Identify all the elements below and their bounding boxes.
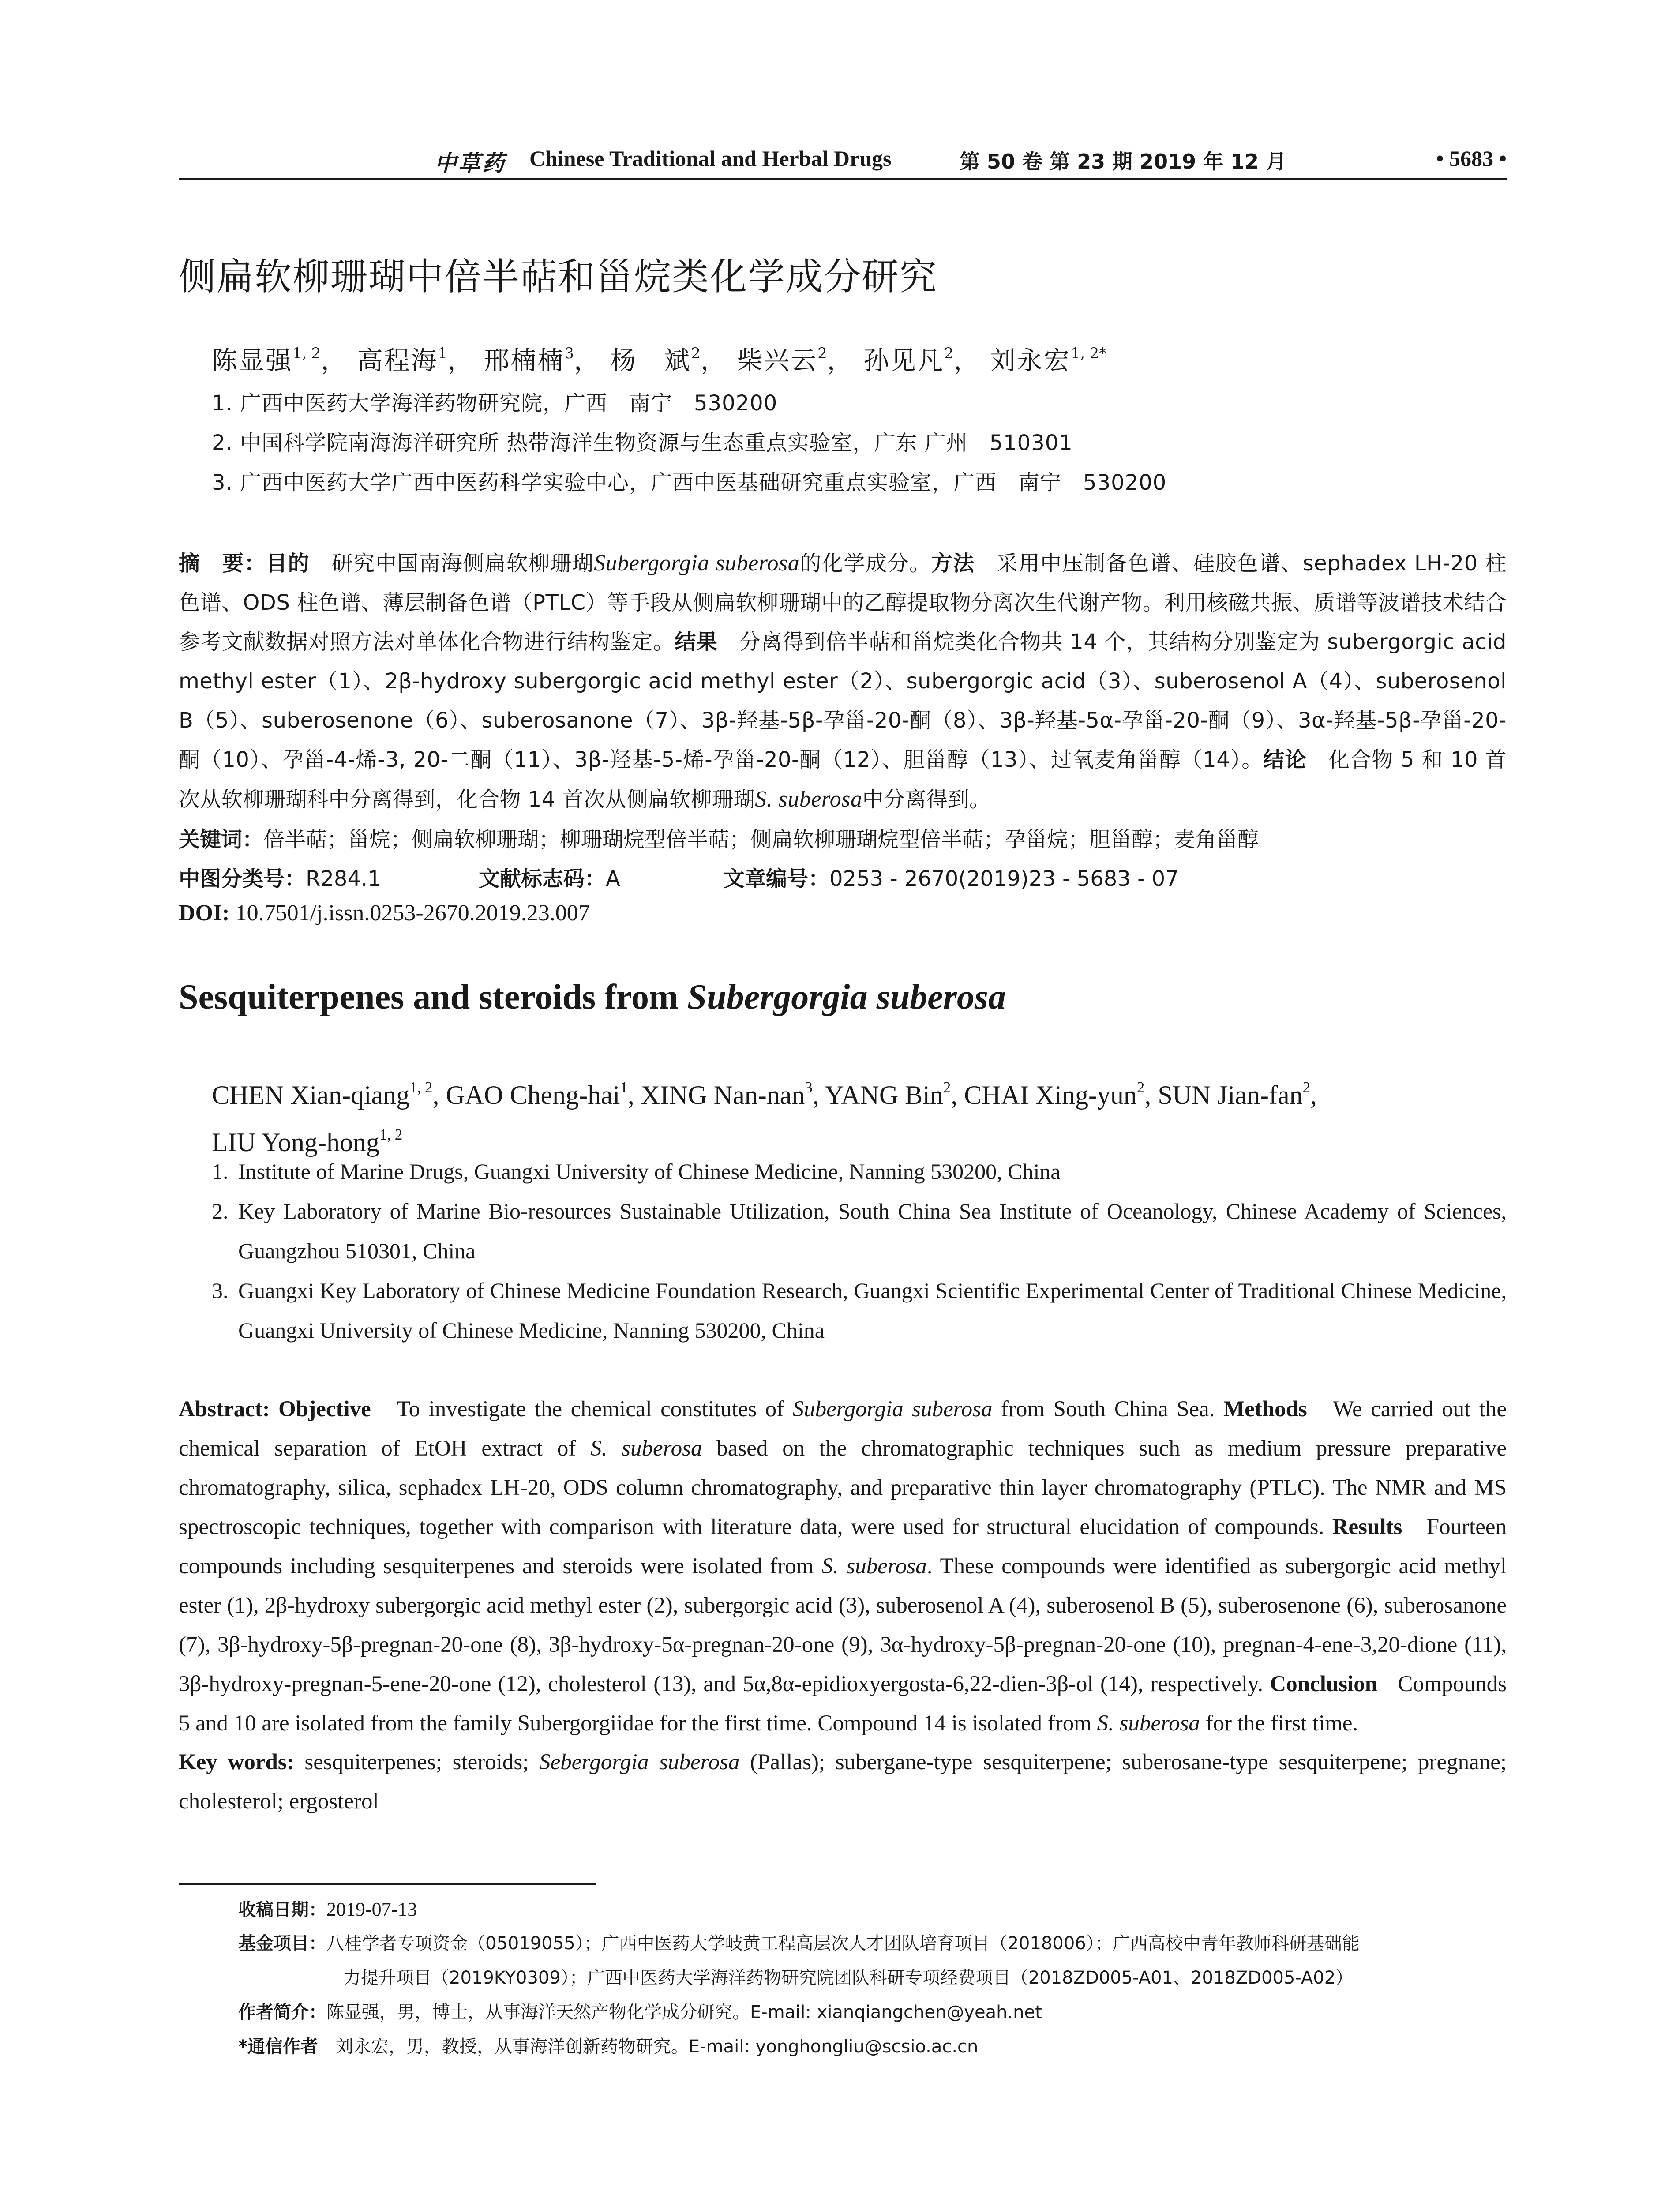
- cn-affiliation: 3. 广西中医药大学广西中医药科学实验中心，广西中医基础研究重点实验室，广西 南宁 530200: [212, 470, 1167, 495]
- corresponding-text: 刘永宏，男，教授，从事海洋创新药物研究。E-mail: yonghongliu@scsio.ac.cn: [335, 2037, 979, 2057]
- cn-results-text: 分离得到倍半萜和甾烷类化合物共 14 个，其结构分别鉴定为 subergorgic acid methyl ester（1）、2β-hydroxy subergorgic acid methyl ester（2）、subergorgic acid（3）、suberosenol A（4）、suberosenol B（5）、suberosenone（6）、suberosanone（7）、3β-羟基-5β-孕甾-20-酮（8）、3β-羟基-5α-孕甾-20-酮（9）、3α-羟基-5β-孕甾-20-酮（10）、孕甾-4-烯-3, 20-二酮（11）、3β-羟基-5-烯-孕甾-20-酮（12）、胆甾醇（13）、过氧麦角甾醇（14）。: [179, 630, 1507, 772]
- cn-author-sup: 2: [691, 344, 701, 362]
- journal-logo: 中草药: [435, 150, 506, 176]
- en-methods-text: We carried out the chemical separation of EtOH extract of: [179, 1397, 1507, 1461]
- en-abstract: [179, 1390, 1507, 1743]
- footnote-corresponding: [238, 2030, 978, 2063]
- journal-name: Chinese Traditional and Herbal Drugs: [529, 146, 892, 171]
- en-keywords-label: Key words:: [179, 1750, 294, 1775]
- en-methods-text-end: based on the chromatographic techniques such as medium pressure preparative chromatography, silica, sephadex LH-20, ODS column chromatography, and preparative thin layer chromatography (PTLC). The NMR and MS spectroscopic techniques, together with comparison with literature data, were used for structural elucidation of compounds.: [179, 1436, 1507, 1539]
- cn-keywords-label: 关键词：: [179, 827, 264, 852]
- cn-objective-label: 目的: [266, 551, 310, 576]
- en-methods-label: Methods: [1223, 1397, 1307, 1422]
- en-author: SUN Jian-fan: [1158, 1080, 1303, 1110]
- en-affiliation-text: Institute of Marine Drugs, Guangxi University of Chinese Medicine, Nanning 530200, China: [238, 1159, 1061, 1184]
- en-author: XING Nan-nan: [641, 1080, 805, 1110]
- en-affiliation-text: Key Laboratory of Marine Bio-resources Sustainable Utilization, South China Sea Institute of Oceanology, Chinese Academy of Sciences, Guangzhou 510301, China: [238, 1199, 1507, 1263]
- en-results-text: Fourteen compounds including sesquiterpenes and steroids were isolated from: [179, 1515, 1507, 1579]
- en-affiliation: [212, 1191, 1507, 1271]
- cn-keywords-text: 倍半萜；甾烷；侧扁软柳珊瑚；柳珊瑚烷型倍半萜；侧扁软柳珊瑚烷型倍半萜；孕甾烷；胆甾醇；麦角甾醇: [263, 827, 1259, 852]
- en-results-latin: S. suberosa: [821, 1554, 927, 1579]
- cn-author: 邢楠楠: [484, 345, 565, 375]
- en-affiliation: [212, 1271, 1507, 1350]
- article-number-value: 0253 - 2670(2019)23 - 5683 - 07: [829, 867, 1179, 891]
- footnote-received: [238, 1893, 417, 1927]
- en-affiliation-text: Guangxi Key Laboratory of Chinese Medicine Foundation Research, Guangxi Scientific Experimental Center of Traditional Chinese Medicine, Guangxi University of Chinese Medicine, Nanning 530200, China: [238, 1278, 1507, 1343]
- clc-value: R284.1: [306, 867, 381, 891]
- en-keywords-latin: Sebergorgia suberosa: [539, 1750, 740, 1775]
- cn-objective-text: 研究中国南海侧扁软柳珊瑚: [331, 551, 594, 576]
- fund-label: 基金项目：: [238, 1933, 326, 1954]
- footnote-author: [238, 1996, 1042, 2029]
- en-author-sup: 2: [943, 1079, 951, 1096]
- cn-author: 高程海: [357, 345, 438, 375]
- cn-author: 柴兴云: [737, 345, 818, 375]
- en-methods-latin: S. suberosa: [590, 1436, 702, 1461]
- doc-code-label: 文献标志码：: [479, 867, 606, 891]
- en-title-text: Sesquiterpenes and steroids from: [179, 978, 687, 1017]
- cn-conclusion-text: 化合物 5 和 10 首次从软柳珊瑚科中分离得到，化合物 14 首次从侧扁软柳珊瑚: [179, 747, 1507, 812]
- en-keywords-text: sesquiterpenes; steroids;: [304, 1750, 540, 1775]
- cn-author: 孙见凡: [863, 345, 945, 375]
- en-affiliation-number: 2.: [212, 1199, 229, 1223]
- en-author: CHAI Xing-yun: [964, 1080, 1137, 1110]
- en-author-sup: 2: [1136, 1079, 1145, 1096]
- en-affiliation-number: 1.: [212, 1159, 229, 1184]
- received-label: 收稿日期：: [238, 1900, 326, 1920]
- doc-code-value: A: [606, 867, 620, 891]
- cn-keywords: [179, 822, 1259, 853]
- footnote-fund-cont: 力提升项目（2019KY0309）；广西中医药大学海洋药物研究院团队科研专项经费项目（2018ZD005-A01、2018ZD005-A02）: [343, 1968, 1354, 1988]
- cn-results-label: 结果: [675, 630, 718, 654]
- en-objective-text: To investigate the chemical constitutes of: [397, 1397, 793, 1422]
- running-header: [179, 140, 1507, 180]
- cn-objective-latin: Subergorgia suberosa: [594, 551, 800, 576]
- en-author: YANG Bin: [825, 1080, 943, 1110]
- en-author: GAO Cheng-hai: [446, 1080, 620, 1110]
- en-title: [179, 977, 1006, 1017]
- en-author: LIU Yong-hong: [212, 1128, 380, 1157]
- en-author-sup: 2: [1302, 1079, 1311, 1096]
- en-affiliation: [212, 1152, 1507, 1191]
- cn-classification: [179, 862, 381, 892]
- footnote-rule: [179, 1883, 596, 1885]
- cn-title: 侧扁软柳珊瑚中倍半萜和甾烷类化学成分研究: [179, 255, 938, 298]
- footnote-fund: [238, 1927, 1360, 1960]
- fund-text: 八桂学者专项资金（05019055）；广西中医药大学岐黄工程高层次人才团队培育项目（2018006）；广西高校中青年教师科研基础能: [326, 1933, 1360, 1954]
- en-abstract-label: Abstract: Objective: [179, 1397, 371, 1422]
- header-rule: [179, 178, 1507, 180]
- author-bio-text: 陈显强，男，博士，从事海洋天然产物化学成分研究。E-mail: xianqiangchen@yeah.net: [326, 2002, 1042, 2022]
- en-authors: CHEN Xian-qiang$^{1, 2}$, GAO Cheng-hai$^1$, XING Nan-nan$^3$, YANG Bin$^2$, CHAI Xing-yun$^2$, SUN Jian-fan$^2$, LIU Yong-hong$^{1, 2}$: [212, 1079, 1317, 1157]
- cn-authors: 陈显强$^{1, 2}$， 高程海$^1$， 邢楠楠$^3$， 杨 斌$^2$， 柴兴云$^2$， 孙见凡$^2$， 刘永宏$^{1, 2*}$: [212, 344, 1106, 375]
- journal-issue: 第 50 卷 第 23 期 2019 年 12 月: [960, 150, 1286, 173]
- cn-abstract: [179, 544, 1507, 819]
- en-affiliation-number: 3.: [212, 1278, 229, 1303]
- en-author-sup: 1, 2: [379, 1126, 403, 1144]
- en-results-text-end: . These compounds were identified as subergorgic acid methyl ester (1), 2β-hydroxy subergorgic acid methyl ester (2), subergorgic acid (3), suberosenol A (4), suberosenol B (5), suberosenone (6), suberosanone (7), 3β-hydroxy-5β-pregnan-20-one (8), 3β-hydroxy-5α-pregnan-20-one (9), 3α-hydroxy-5β-pregnan-20-one (10), pregnan-4-ene-3,20-dione (11), 3β-hydroxy-pregnan-5-ene-20-one (12), cholesterol (13), and 5α,8α-epidioxyergosta-6,22-dien-3β-ol (14), respectively.: [179, 1554, 1507, 1696]
- cn-author-sup: 1, 2: [292, 344, 321, 362]
- en-author-sup: 1, 2: [409, 1079, 433, 1096]
- en-keywords: [179, 1743, 1507, 1821]
- en-author: CHEN Xian-qiang: [212, 1080, 410, 1110]
- cn-abstract-label: 摘 要：: [179, 551, 266, 576]
- cn-author: 刘永宏: [990, 345, 1071, 375]
- cn-author-sup: 2: [944, 344, 954, 362]
- en-objective-latin: Subergorgia suberosa: [792, 1397, 993, 1422]
- cn-affiliation: 1. 广西中医药大学海洋药物研究院，广西 南宁 530200: [212, 391, 778, 416]
- cn-author-sup: 3: [564, 344, 574, 362]
- en-keywords-text-end: (Pallas); subergane-type sesquiterpene; suberosane-type sesquiterpene; pregnane; cholesterol; ergosterol: [179, 1750, 1507, 1814]
- cn-author: 陈显强: [212, 345, 293, 375]
- en-conclusion-label: Conclusion: [1270, 1672, 1378, 1696]
- en-conclusion-text: Compounds 5 and 10 are isolated from the family Subergorgiidae for the first time. Compound 14 is isolated from: [179, 1672, 1507, 1736]
- article-number-label: 文章编号：: [724, 867, 830, 891]
- en-objective-text-end: from South China Sea.: [992, 1397, 1223, 1422]
- page-number: • 5683 •: [1436, 146, 1507, 171]
- en-conclusion-latin: S. suberosa: [1097, 1711, 1200, 1736]
- clc-label: 中图分类号：: [179, 867, 306, 891]
- doi-value: 10.7501/j.issn.0253-2670.2019.23.007: [235, 900, 590, 926]
- cn-doc-code: [479, 862, 620, 892]
- cn-affiliation: 2. 中国科学院南海海洋研究所 热带海洋生物资源与生态重点实验室，广东 广州 510301: [212, 431, 1073, 455]
- author-bio-label: 作者简介：: [238, 2002, 326, 2022]
- cn-author-sup: 1: [438, 344, 448, 362]
- cn-methods-label: 方法: [931, 551, 975, 576]
- doi-label: DOI:: [179, 900, 230, 926]
- en-conclusion-text-end: for the first time.: [1200, 1711, 1358, 1736]
- cn-objective-text-end: 的化学成分。: [799, 551, 931, 576]
- received-date: 2019-07-13: [326, 1898, 417, 1920]
- cn-methods-text: 采用中压制备色谱、硅胶色谱、sephadex LH-20 柱色谱、ODS 柱色谱、薄层制备色谱（PTLC）等手段从侧扁软柳珊瑚中的乙醇提取物分离次生代谢产物。利用核磁共振、质谱等波谱技术结合参考文献数据对照方法对单体化合物进行结构鉴定。: [179, 551, 1507, 654]
- doi: [179, 900, 590, 926]
- corresponding-label: *通信作者: [238, 2037, 318, 2057]
- en-results-label: Results: [1332, 1515, 1402, 1539]
- cn-author-sup: 2: [818, 344, 827, 362]
- cn-conclusion-latin: S. suberosa: [755, 787, 862, 812]
- en-author-sup: 3: [805, 1079, 813, 1096]
- cn-author-sup: 1, 2*: [1070, 344, 1106, 362]
- cn-author: 杨 斌: [610, 345, 691, 375]
- cn-article-number: [724, 862, 1179, 892]
- en-author-sup: 1: [620, 1079, 628, 1096]
- cn-conclusion-label: 结论: [1263, 747, 1307, 772]
- en-title-latin: Subergorgia suberosa: [687, 978, 1006, 1017]
- cn-conclusion-text-end: 中分离得到。: [862, 787, 991, 812]
